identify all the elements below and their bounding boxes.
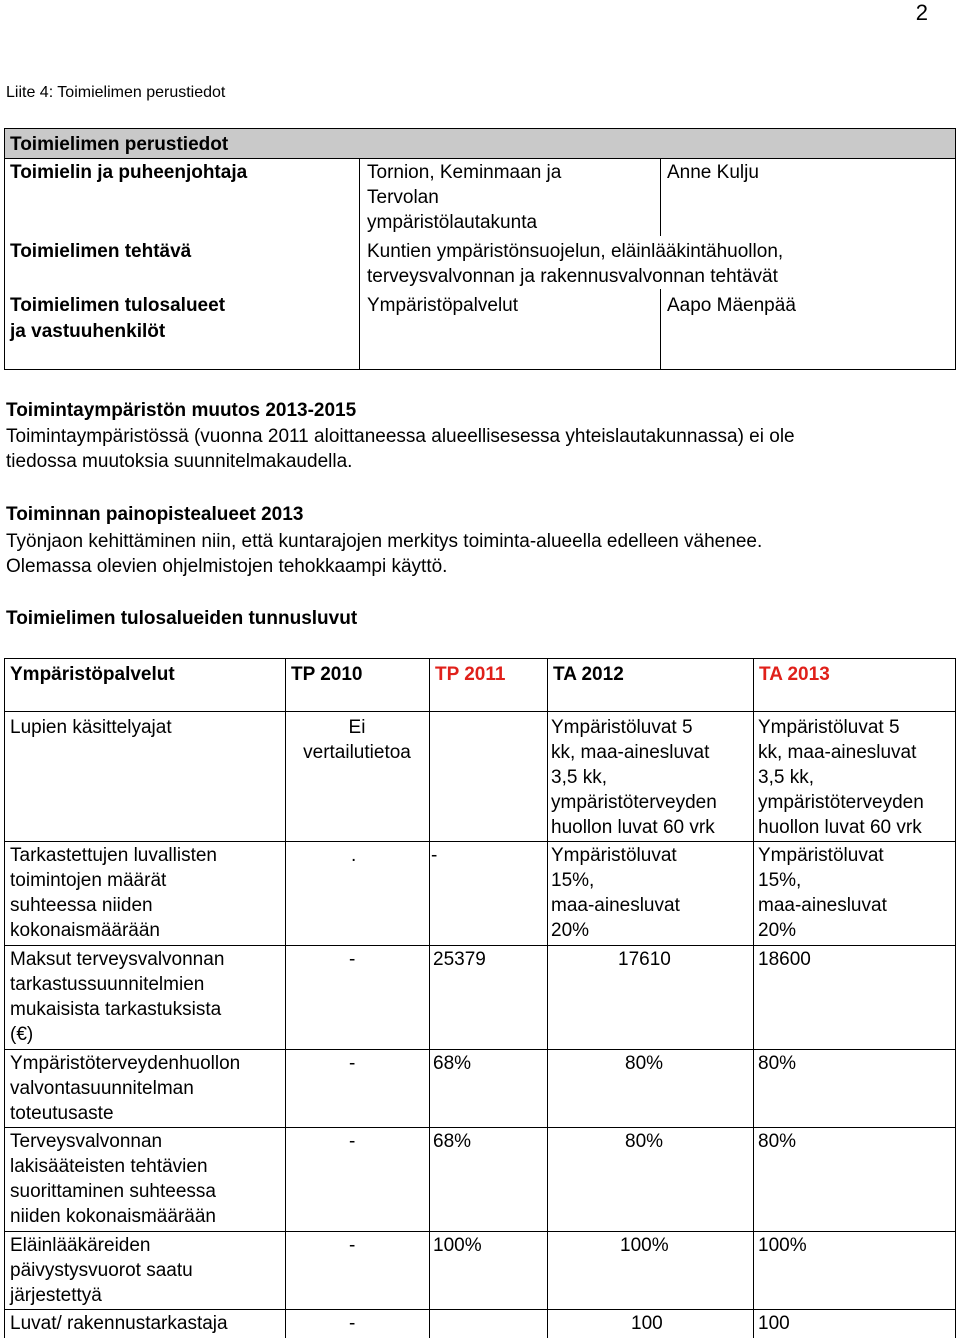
kpi-header-cell: TP 2011: [435, 664, 506, 685]
kpi-row-label: tarkastussuunnitelmien: [10, 974, 205, 995]
kpi-cell: 100: [758, 1313, 790, 1334]
kpi-table: [4, 658, 956, 1338]
kpi-cell: 80%: [625, 1053, 664, 1074]
focus-text-line: Olemassa olevien ohjelmistojen tehokkaampi käyttö.: [6, 556, 448, 577]
kpi-row-label: Maksut terveysvalvonnan: [10, 949, 225, 970]
divider: [753, 659, 754, 1338]
kpi-cell: huollon luvat 60 vrk: [758, 817, 922, 838]
focus-text-line: Työnjaon kehittäminen niin, että kuntarajojen merkitys toiminta-alueella edelleen vähenee.: [6, 531, 763, 552]
divider: [660, 158, 661, 236]
units-label-line: Toimielimen tulosalueet: [10, 295, 226, 316]
divider: [5, 1231, 955, 1232]
basic-info-header: Toimielimen perustiedot: [10, 134, 229, 155]
kpi-cell: 80%: [625, 1131, 664, 1152]
kpi-cell: vertailutietoa: [303, 742, 411, 763]
kpi-row-label: Luvat/ rakennustarkastaja: [10, 1313, 228, 1334]
divider: [547, 659, 548, 1338]
kpi-cell: Ei: [348, 717, 366, 738]
kpi-cell: -: [349, 949, 356, 970]
kpi-cell: Ympäristöluvat 5: [551, 717, 693, 738]
kpi-header-cell: TP 2010: [291, 664, 363, 685]
kpi-cell: 100%: [433, 1235, 482, 1256]
kpi-row-label: suorittaminen suhteessa: [10, 1181, 216, 1202]
chair-name: Anne Kulju: [667, 162, 759, 183]
kpi-cell: Ympäristöluvat: [551, 845, 677, 866]
kpi-row-label: valvontasuunnitelman: [10, 1078, 194, 1099]
divider: [5, 841, 955, 842]
kpi-cell: -: [349, 1131, 356, 1152]
kpi-header-cell: TA 2012: [553, 664, 624, 685]
kpi-cell: maa-ainesluvat: [551, 895, 680, 916]
kpi-cell: 68%: [433, 1131, 472, 1152]
kpi-row-label: Ympäristöterveydenhuollon: [10, 1053, 241, 1074]
kpi-cell: 100: [631, 1313, 663, 1334]
kpi-title: Toimielimen tulosalueiden tunnusluvut: [6, 608, 358, 629]
body-label: Toimielin ja puheenjohtaja: [10, 162, 248, 183]
unit-head: Aapo Mäenpää: [667, 295, 796, 316]
kpi-cell: -: [349, 1235, 356, 1256]
kpi-cell: 20%: [758, 920, 797, 941]
divider: [660, 289, 661, 369]
divider: [5, 1309, 955, 1310]
kpi-row-label: järjestettyä: [10, 1285, 102, 1306]
kpi-cell: -: [431, 845, 438, 866]
kpi-cell: 80%: [758, 1131, 797, 1152]
kpi-cell: ympäristöterveyden: [758, 792, 924, 813]
kpi-cell: Ympäristöluvat: [758, 845, 884, 866]
kpi-cell: 15%,: [551, 870, 595, 891]
page-number: 2: [915, 0, 928, 25]
kpi-row-label: Terveysvalvonnan: [10, 1131, 163, 1152]
kpi-cell: .: [351, 845, 357, 866]
task-text-line: terveysvalvonnan ja rakennusvalvonnan tehtävät: [367, 266, 778, 287]
change-title: Toimintaympäristön muutos 2013-2015: [6, 400, 357, 421]
kpi-row-label: Eläinlääkäreiden: [10, 1235, 151, 1256]
task-label: Toimielimen tehtävä: [10, 241, 192, 262]
kpi-cell: Ympäristöluvat 5: [758, 717, 900, 738]
kpi-row-label: suhteessa niiden: [10, 895, 153, 916]
kpi-cell: 25379: [433, 949, 486, 970]
kpi-header-cell: TA 2013: [759, 664, 830, 685]
kpi-cell: 3,5 kk,: [758, 767, 814, 788]
kpi-row-label: toteutusaste: [10, 1103, 114, 1124]
focus-title: Toiminnan painopistealueet 2013: [6, 504, 304, 525]
kpi-cell: 100%: [758, 1235, 807, 1256]
task-text-line: Kuntien ympäristönsuojelun, eläinlääkintähuollon,: [367, 241, 784, 262]
body-name-line: ympäristölautakunta: [367, 212, 538, 233]
kpi-cell: -: [349, 1313, 356, 1334]
basic-info-table: [4, 128, 956, 370]
appendix-title: Liite 4: Toimielimen perustiedot: [6, 84, 226, 101]
kpi-row-label: Tarkastettujen luvallisten: [10, 845, 217, 866]
kpi-row-label: niiden kokonaismäärään: [10, 1206, 216, 1227]
divider: [5, 945, 955, 946]
kpi-cell: 3,5 kk,: [551, 767, 607, 788]
divider: [5, 1127, 955, 1128]
kpi-row-label: toimintojen määrät: [10, 870, 167, 891]
kpi-cell: 15%,: [758, 870, 802, 891]
divider: [359, 158, 360, 369]
kpi-cell: maa-ainesluvat: [758, 895, 887, 916]
kpi-row-label: Lupien käsittelyajat: [10, 717, 172, 738]
kpi-cell: 18600: [758, 949, 811, 970]
change-text-line: Toimintaympäristössä (vuonna 2011 aloittaneessa alueellisesessa yhteislautakunnassa) ei ole: [6, 426, 795, 447]
change-text-line: tiedossa muutoksia suunnitelmakaudella.: [6, 451, 353, 472]
divider: [429, 659, 430, 1338]
kpi-row-label: mukaisista tarkastuksista: [10, 999, 222, 1020]
body-name-line: Tornion, Keminmaan ja: [367, 162, 562, 183]
kpi-row-label: (€): [10, 1024, 34, 1045]
kpi-cell: 20%: [551, 920, 590, 941]
kpi-header-cell: Ympäristöpalvelut: [10, 664, 175, 685]
kpi-cell: 17610: [618, 949, 671, 970]
units-label-line: ja vastuuhenkilöt: [10, 321, 166, 342]
divider: [5, 1049, 955, 1050]
kpi-cell: -: [349, 1053, 356, 1074]
kpi-row-label: päivystysvuorot saatu: [10, 1260, 193, 1281]
kpi-cell: 100%: [620, 1235, 669, 1256]
kpi-row-label: lakisääteisten tehtävien: [10, 1156, 208, 1177]
kpi-cell: kk, maa-ainesluvat: [758, 742, 917, 763]
kpi-cell: kk, maa-ainesluvat: [551, 742, 710, 763]
kpi-cell: 80%: [758, 1053, 797, 1074]
divider: [285, 659, 286, 1338]
body-name-line: Tervolan: [367, 187, 439, 208]
divider: [5, 711, 955, 712]
unit-name: Ympäristöpalvelut: [367, 295, 519, 316]
kpi-cell: huollon luvat 60 vrk: [551, 817, 715, 838]
kpi-cell: 68%: [433, 1053, 472, 1074]
kpi-cell: ympäristöterveyden: [551, 792, 717, 813]
kpi-row-label: kokonaismäärään: [10, 920, 160, 941]
